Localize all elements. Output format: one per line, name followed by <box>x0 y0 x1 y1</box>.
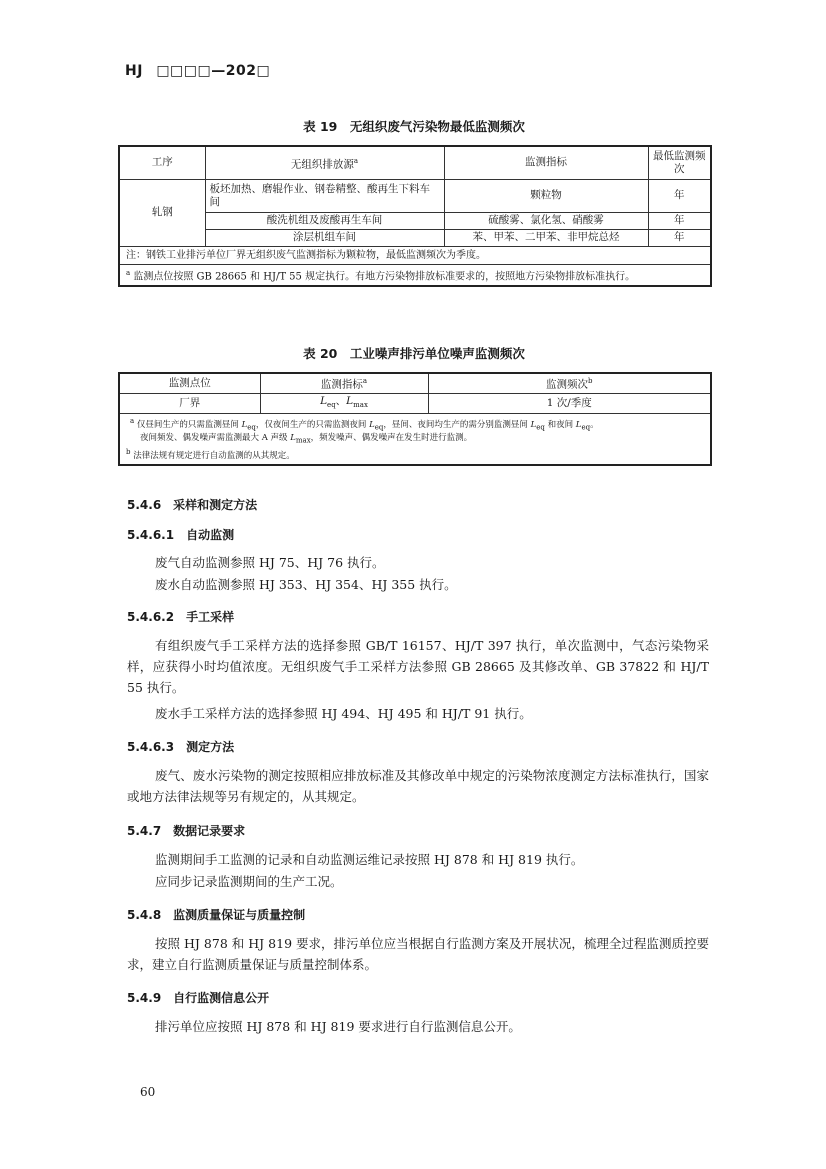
table20-header-point: 监测点位 <box>119 373 260 393</box>
paragraph: 废气自动监测参照 HJ 75、HJ 76 执行。 <box>155 555 385 570</box>
table20-header-indicator: 监测指标$^a$ <box>260 373 428 393</box>
section-5-4-9-heading: 5.4.9 自行监测信息公开 <box>127 991 270 1005</box>
table19-group-cell: 轧钢 <box>119 179 205 246</box>
paragraph: 废气、废水污染物的测定按照相应排放标准及其修改单中规定的污染物浓度测定方法标准执行，国家或地方法律法规等另有规定的，从其规定。 <box>127 768 709 804</box>
table19-source-cell: 板坯加热、磨辊作业、钢卷精整、酸再生下料车间 <box>205 179 444 212</box>
section-5-4-6-heading: 5.4.6 采样和测定方法 <box>127 498 258 512</box>
paragraph: 废水手工采样方法的选择参照 HJ 494、HJ 495 和 HJ/T 91 执行。 <box>155 706 532 721</box>
table20-point-cell: 厂界 <box>119 393 260 413</box>
table20-indicator-cell: $L_{eq}$、$L_{max}$ <box>260 393 428 413</box>
paragraph: 按照 HJ 878 和 HJ 819 要求，排污单位应当根据自行监测方案及开展状况，梳理全过程监测质控要求，建立自行监测质量保证与质量控制体系。 <box>127 936 709 972</box>
header-code: HJ <box>125 63 143 79</box>
page-header <box>125 63 270 79</box>
table-row <box>119 229 711 246</box>
table19-source-cell: 涂层机组车间 <box>205 229 444 246</box>
table20 <box>118 372 712 466</box>
section-5-4-8-heading: 5.4.8 监测质量保证与质量控制 <box>127 908 306 922</box>
table19-frequency-cell: 年 <box>648 212 711 229</box>
table20-caption: 表 20 工业噪声排污单位噪声监测频次 <box>303 346 525 361</box>
table20-header-frequency: 监测频次$^b$ <box>428 373 711 393</box>
page-number: 60 <box>140 1085 156 1099</box>
table20-frequency-cell: 1 次/季度 <box>428 393 711 413</box>
table19-header-process: 工序 <box>119 146 205 179</box>
table19-header-source: 无组织排放源$^a$ <box>205 146 444 179</box>
paragraph: 废水自动监测参照 HJ 353、HJ 354、HJ 355 执行。 <box>155 577 457 592</box>
section-5-4-6-1-heading: 5.4.6.1 自动监测 <box>127 528 235 542</box>
table20-notes <box>119 413 711 465</box>
table-row <box>119 393 711 413</box>
section-5-4-7-heading: 5.4.7 数据记录要求 <box>127 824 246 838</box>
table19-frequency-cell: 年 <box>648 229 711 246</box>
table19 <box>118 145 712 287</box>
table19-note-2: $^a$ 监测点位按照 GB 28665 和 HJ/T 55 规定执行。有地方污染物排放标准要求的，按照地方污染物排放标准执行。 <box>120 264 710 283</box>
table20-note-b: $^b$ 法律法规有规定进行自动监测的从其规定。 <box>126 447 295 461</box>
table19-header-indicator: 监测指标 <box>444 146 648 179</box>
table-row <box>119 212 711 229</box>
paragraph: 排污单位应按照 HJ 878 和 HJ 819 要求进行自行监测信息公开。 <box>155 1019 521 1034</box>
header-number: □□□□—202□ <box>156 63 271 79</box>
section-5-4-6-2-heading: 5.4.6.2 手工采样 <box>127 610 235 624</box>
table-row <box>119 179 711 212</box>
table19-indicator-cell: 颗粒物 <box>444 179 648 212</box>
paragraph: 监测期间手工监测的记录和自动监测运维记录按照 HJ 878 和 HJ 819 执行。 <box>155 852 584 867</box>
table19-indicator-cell: 苯、甲苯、二甲苯、非甲烷总烃 <box>444 229 648 246</box>
paragraph: 有组织废气手工采样方法的选择参照 GB/T 16157、HJ/T 397 执行，单次监测中，气态污染物采样，应获得小时均值浓度。无组织废气手工采样方法参照 GB 28665 及其修改单、GB 37822 和 HJ/T 55 执行。 <box>127 638 709 695</box>
table19-source-cell: 酸洗机组及废酸再生车间 <box>205 212 444 229</box>
table19-indicator-cell: 硫酸雾、氯化氢、硝酸雾 <box>444 212 648 229</box>
table20-note-a: $^a$ 仅昼间生产的只需监测昼间 $L_{eq}$，仅夜间生产的只需监测夜间 $L_{eq}$，昼间、夜间均生产的需分别监测昼间 $L_{eq}$ 和夜间 $L_{eq}$。 夜间频发、偶发噪声需监测最大 A 声级 $L_{max}$，频发噪声、偶发噪声在发生时进行监测。 <box>130 416 599 445</box>
paragraph: 应同步记录监测期间的生产工况。 <box>155 874 343 889</box>
table19-note-1: 注：钢铁工业排污单位厂界无组织废气监测指标为颗粒物，最低监测频次为季度。 <box>126 249 486 261</box>
table19-notes <box>119 246 711 286</box>
section-5-4-6-3-heading: 5.4.6.3 测定方法 <box>127 740 235 754</box>
table19-header-frequency: 最低监测频次 <box>648 146 711 179</box>
table19-caption: 表 19 无组织废气污染物最低监测频次 <box>303 119 525 134</box>
table19-frequency-cell: 年 <box>648 179 711 212</box>
